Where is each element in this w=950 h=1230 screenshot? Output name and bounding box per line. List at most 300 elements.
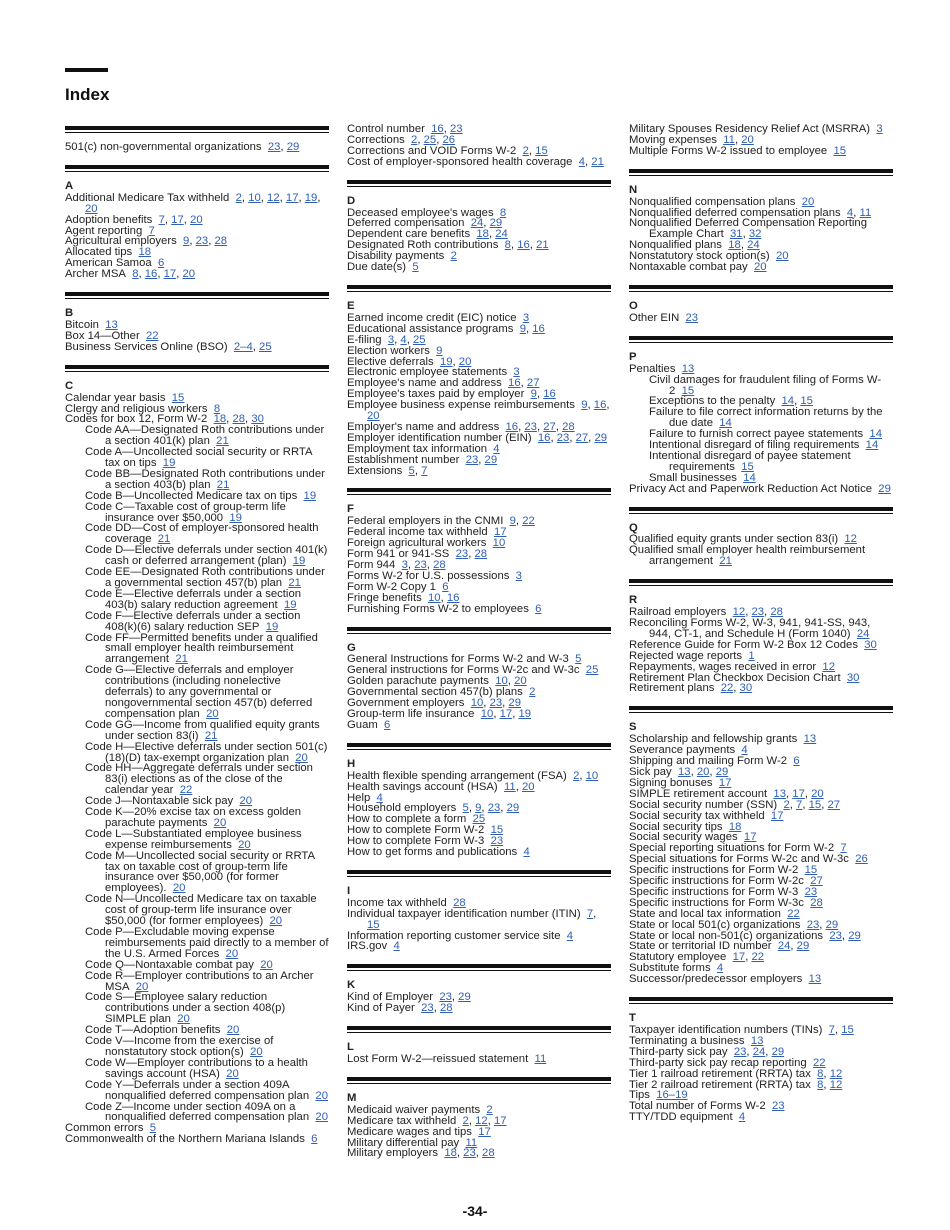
entry-text: Code T—Adoption benefits [85,1024,221,1037]
page-link[interactable]: 18 [444,1147,457,1160]
page-link[interactable]: 22 [751,951,765,964]
page-link[interactable]: 6 [311,1133,318,1146]
page-link[interactable]: 10 [585,769,599,782]
page-link[interactable]: 2 [486,1103,493,1116]
page-link[interactable]: 15 [490,824,504,837]
page-link[interactable]: 20 [172,882,186,895]
page-link[interactable]: 23 [489,697,503,710]
entry-text: How to complete a form [347,813,467,826]
page-link[interactable]: 23 [463,1147,476,1160]
page-link[interactable]: 1 [748,649,755,662]
index-entry: Control number 16, 23 [347,123,463,135]
page-link[interactable]: 20 [225,947,239,960]
page-link[interactable]: 8 [132,268,139,281]
page-link[interactable]: 29 [594,431,608,444]
page-link[interactable]: 19 [304,191,318,204]
page-link[interactable]: 23 [439,991,452,1004]
page-link[interactable]: 10 [492,537,506,550]
page-link[interactable]: 4 [523,846,530,859]
page-link[interactable]: 10 [480,707,494,720]
page-link[interactable]: 17 [285,191,299,204]
page-link[interactable]: 21 [536,239,549,252]
page-link[interactable]: 23 [733,1045,747,1058]
page-link[interactable]: 20 [811,787,824,800]
page-link[interactable]: 12 [844,533,857,546]
index-section-l [347,1026,611,1065]
page-link[interactable]: 6 [793,755,800,768]
page-link[interactable]: 3 [522,311,530,324]
page-link[interactable]: 20 [367,410,380,423]
section-letter: O [629,299,638,312]
page-link[interactable]: 23 [455,548,469,561]
page-link[interactable]: 16 [446,591,460,604]
page-link[interactable]: 14 [743,471,756,484]
page-link[interactable]: 4 [493,442,500,455]
page-link[interactable]: 9 [509,515,516,528]
page-link[interactable]: 19 [303,489,317,502]
page-link[interactable]: 4 [393,940,400,953]
page-link[interactable]: 6 [535,602,542,615]
page-link[interactable]: 2 [783,798,790,811]
page-link[interactable]: 30 [251,413,264,426]
index-section-o [629,285,893,324]
entry-text: Forms W-2 for U.S. possessions [347,569,510,582]
page-link[interactable]: 22 [146,329,159,342]
page-link[interactable]: 25 [423,133,437,146]
page-link[interactable]: 13 [750,1034,764,1047]
index-entry: Government employers 10, 23, 29 [347,697,521,710]
page-link[interactable]: 13 [773,787,786,800]
page-link[interactable]: 22 [720,682,734,695]
page-link[interactable]: 12 [829,1067,843,1080]
page-link[interactable]: 22 [179,784,193,797]
index-subentry [65,851,329,895]
page-link[interactable]: 15 [741,460,754,473]
page-link[interactable]: 6 [442,580,449,593]
entry-text: Retirement plans [629,682,715,695]
page-link[interactable]: 4 [566,929,574,942]
page-link[interactable]: 14 [865,439,879,452]
entry-text: Form 941 or 941-SS [347,548,450,561]
page-link[interactable]: 25 [585,664,599,677]
page-link[interactable]: 7 [158,213,165,226]
page-link[interactable]: 17 [163,268,177,281]
page-link[interactable]: 21 [157,533,171,546]
page-link[interactable]: 16–19 [656,1089,688,1102]
page-link[interactable]: 7 [796,798,803,811]
page-link[interactable]: 11 [723,133,735,146]
page-link[interactable]: 16 [508,377,521,390]
page-link[interactable]: 7 [421,464,428,477]
page-link[interactable]: 2 [411,133,418,146]
page-link[interactable]: 20 [85,202,98,215]
page-link[interactable]: 20 [315,1089,328,1102]
page-link[interactable]: 29 [715,765,729,778]
page-link[interactable]: 19 [518,707,532,720]
page-link[interactable]: 16 [517,239,530,252]
page-link[interactable]: 16 [144,268,158,281]
page-link[interactable]: 29 [878,482,891,495]
page-link[interactable]: 30 [864,638,877,651]
page-link[interactable]: 16 [543,388,556,401]
page-link[interactable]: 3 [401,559,408,571]
page-link[interactable]: 10 [248,191,261,204]
page-link[interactable]: 8 [499,206,507,219]
page-link[interactable]: 2 [235,191,242,204]
page-link[interactable]: 13 [808,973,822,986]
page-link[interactable]: 9 [530,388,537,401]
page-link[interactable]: 29 [796,940,810,953]
page-link[interactable]: 23 [806,918,820,931]
page-link[interactable]: 13 [803,733,817,746]
entry-text: Archer MSA [65,268,126,281]
page-link[interactable]: 7 [840,842,847,855]
page-link[interactable]: 9 [183,235,190,248]
page-link[interactable]: 19 [439,355,453,368]
entry-text: Code E—Elective deferrals under a section 403(b) salary reduction agreement [85,587,302,611]
page-link[interactable]: 23 [421,1002,434,1015]
page-link[interactable]: 19 [283,598,297,611]
page-link[interactable]: 15 [841,1024,854,1036]
page-link[interactable]: 20 [295,751,308,764]
page-link[interactable]: 25 [472,813,486,826]
page-link[interactable]: 16 [431,123,444,135]
page-link[interactable]: 23 [490,835,504,848]
index-entry [65,1134,329,1145]
page-link[interactable]: 23 [556,431,570,444]
page-link[interactable]: 18 [728,239,741,252]
page-link[interactable]: 4 [716,962,724,975]
page-link[interactable]: 14 [781,395,795,408]
page-link[interactable]: 15 [833,144,847,157]
page-link[interactable]: 21 [216,435,229,448]
page-link[interactable]: 20 [238,838,251,851]
index-entry: Federal employers in the CNMI 9, 22 [347,515,535,528]
page-link[interactable]: 2 [529,686,536,699]
page-link[interactable]: 4 [741,744,748,757]
page-link[interactable]: 8 [213,402,221,415]
section-letter: A [65,179,74,192]
page-link[interactable]: 19 [265,620,279,633]
page-link[interactable]: 29 [458,991,471,1004]
page-link[interactable]: 20 [514,675,527,688]
entry-text: Social security number (SSN) [629,798,778,811]
page-link[interactable]: 20 [741,133,754,146]
section-divider [347,180,611,187]
page-link[interactable]: 10 [428,591,441,604]
index-entry: Tier 1 railroad retirement (RRTA) tax 8, 12 [629,1067,843,1080]
page-link[interactable]: 24 [777,940,791,953]
index-entry: Employee's name and address 16, 27 [347,377,540,390]
page-link[interactable]: 28 [214,235,228,248]
page-link[interactable]: 20 [260,958,273,971]
page-link[interactable]: 27 [526,377,540,390]
page-link[interactable]: 20 [315,1111,328,1124]
page-link[interactable]: 5 [575,653,582,666]
page-link[interactable]: 15 [367,918,380,931]
page-link[interactable]: 15 [681,384,695,397]
page-link[interactable]: 11 [534,1053,547,1065]
page-link[interactable]: 29 [825,918,839,931]
entry-text: Help [347,791,371,804]
entry-text: Business Services Online (BSO) [65,340,228,353]
page-link[interactable]: 17 [718,776,732,789]
page-link[interactable]: 30 [739,682,753,695]
entry-text: Military Spouses Residency Relief Act (MSRRA) [629,123,871,135]
entry-text: SIMPLE retirement account [629,787,768,800]
entry-text: Code K—20% excise tax on excess golden parachute payments [85,806,302,829]
page-link[interactable]: 21 [216,478,230,491]
page-link[interactable]: 29 [508,697,521,710]
page-link[interactable]: 13 [681,362,695,375]
page-link[interactable]: 11 [503,780,516,793]
page-link[interactable]: 17 [743,831,757,844]
page-link[interactable]: 17 [732,951,746,964]
page-link[interactable]: 16 [537,431,551,444]
page-link[interactable]: 7 [828,1024,835,1036]
page-link[interactable]: 18 [213,413,227,426]
page-link[interactable]: 17 [493,1114,507,1127]
page-link[interactable]: 16 [505,420,519,433]
page-link[interactable]: 25 [259,340,272,353]
page-link[interactable]: 20 [213,816,227,829]
page-link[interactable]: 30 [846,671,860,684]
page-link[interactable]: 17 [171,213,184,226]
section-divider [65,165,329,172]
page-link[interactable]: 22 [787,907,800,920]
page-link[interactable]: 27 [575,431,589,444]
page-link[interactable]: 2–4 [233,340,253,353]
page-link[interactable]: 28 [482,1147,495,1160]
page-link[interactable]: 20 [135,980,149,993]
page-link[interactable]: 12 [267,191,280,204]
page-link[interactable]: 10 [470,697,484,710]
page-link[interactable]: 23 [414,559,427,571]
page-link[interactable]: 24 [747,239,760,252]
page-link[interactable]: 9 [436,344,443,357]
page-link[interactable]: 17 [792,787,805,800]
page-link[interactable]: 12 [822,660,835,673]
page-link[interactable]: 29 [771,1045,785,1058]
page-link[interactable]: 15 [535,144,548,157]
entry-text: Special situations for Forms W-2c and W-3c [629,853,849,866]
page-link[interactable]: 8 [817,1078,824,1091]
page-link[interactable]: 17 [770,809,784,822]
page-link[interactable]: 21 [288,577,301,589]
page-link[interactable]: 5 [149,1122,157,1135]
page-link[interactable]: 6 [384,718,391,731]
entry-text: Elective deferrals [347,355,434,368]
page-link[interactable]: 2 [522,144,529,157]
page-link[interactable]: 32 [748,228,762,241]
index-entry [629,146,893,157]
page-link[interactable]: 13 [105,318,118,331]
page-link[interactable]: 28 [433,559,446,571]
page-link[interactable]: 6 [157,257,165,270]
page-link[interactable]: 24 [470,217,484,230]
page-link[interactable]: 10 [495,675,508,688]
page-link[interactable]: 12 [475,1114,488,1127]
page-link[interactable]: 4 [400,333,407,346]
page-link[interactable]: 23 [771,1100,785,1113]
page-link[interactable]: 22 [812,1056,826,1069]
page-link[interactable]: 23 [267,141,281,153]
page-link[interactable]: 15 [808,798,822,811]
entry-text: Allocated tips [65,246,133,259]
page-link[interactable]: 28 [770,606,783,619]
page-link[interactable]: 20 [226,1067,239,1080]
page-link[interactable]: 2 [462,1114,469,1127]
page-link[interactable]: 23 [487,802,501,815]
page-link[interactable]: 24 [856,627,870,640]
entry-text: Employer identification number (EIN) [347,431,532,444]
page-link[interactable]: 26 [855,853,868,866]
page-link[interactable]: 20 [182,268,196,281]
page-link[interactable]: 18 [476,228,489,241]
index-section-e [347,285,611,477]
page-link[interactable]: 27 [543,420,556,433]
entry-text: Penalties [629,362,676,375]
page-link[interactable]: 14 [719,417,732,430]
page-link[interactable]: 27 [810,875,823,888]
page-link[interactable]: 11 [465,1136,478,1149]
page-link[interactable]: 17 [493,526,507,539]
page-link[interactable]: 23 [804,885,818,898]
page-link[interactable]: 15 [804,864,818,877]
page-link[interactable]: 8 [817,1067,824,1080]
page-link[interactable]: 4 [376,791,383,804]
page-link[interactable]: 28 [453,896,466,909]
entry-text: Kind of Employer [347,991,434,1004]
page-link[interactable]: 4 [738,1111,746,1124]
page-link[interactable]: 2 [573,769,580,782]
page-link[interactable]: 21 [591,155,604,168]
page-link[interactable]: 28 [810,896,823,909]
page-link[interactable]: 28 [562,420,575,433]
page-link[interactable]: 20 [190,213,203,226]
page-link[interactable]: 8 [504,239,511,252]
page-link[interactable]: 29 [489,217,503,230]
page-link[interactable]: 23 [524,420,537,433]
page-link[interactable]: 20 [458,355,472,368]
page-link[interactable]: 9 [519,322,526,335]
page-link[interactable]: 20 [753,261,767,274]
page-link[interactable]: 19 [229,511,242,524]
page-link[interactable]: 20 [775,250,789,263]
page-link[interactable]: 27 [827,798,841,811]
page-link[interactable]: 12 [732,606,746,619]
page-link[interactable]: 3 [513,366,520,379]
page-link[interactable]: 9 [475,802,482,815]
page-link[interactable]: 7 [148,224,155,237]
section-letter: K [347,979,356,992]
entry-text: Tips [629,1089,650,1102]
entry-text: Household employers [347,802,457,815]
page-link[interactable]: 13 [677,765,691,778]
page-link[interactable]: 14 [869,428,882,441]
page-link[interactable]: 2 [450,250,457,263]
page-link[interactable]: 28 [232,413,246,426]
page-link[interactable]: 28 [439,1002,453,1015]
index-entry [629,262,893,273]
entry-text: Statutory employee [629,951,727,964]
page-link[interactable]: 21 [175,653,188,666]
page-link[interactable]: 22 [522,515,535,528]
page-link[interactable]: 19 [292,555,306,568]
page-link[interactable]: 5 [408,464,415,477]
page-link[interactable]: 3 [876,123,883,135]
page-link[interactable]: 20 [522,780,535,793]
entry-text: Sick pay [629,765,672,778]
page-link[interactable]: 20 [206,707,219,720]
page-link[interactable]: 28 [474,548,488,561]
page-link[interactable]: 4 [846,206,854,219]
page-link[interactable]: 18 [728,820,742,833]
page-link[interactable]: 3 [387,333,395,346]
index-section-i [347,870,611,952]
page-link[interactable]: 24 [495,228,508,241]
page-link[interactable]: 17 [499,707,513,720]
page-link[interactable]: 31 [730,228,743,241]
page-link[interactable]: 11 [859,206,872,219]
page-link[interactable]: 17 [478,1125,491,1138]
page-link[interactable]: 21 [204,729,218,742]
page-link[interactable]: 9 [581,399,588,412]
entry-text: Code B—Uncollected Medicare tax on tips [85,489,298,502]
page-link[interactable]: 21 [719,555,732,568]
page-link[interactable]: 26 [442,133,456,146]
page-link[interactable]: 29 [506,802,520,815]
section-divider [65,126,329,133]
page-link[interactable]: 16 [532,322,545,335]
page-link[interactable]: 15 [171,391,185,404]
page-link[interactable]: 4 [578,155,586,168]
page-link[interactable]: 20 [269,915,283,928]
page-link[interactable]: 12 [829,1078,843,1091]
page-link[interactable]: 23 [450,123,463,135]
page-link[interactable]: 5 [462,802,469,815]
page-link[interactable]: 19 [162,457,176,470]
page-link[interactable]: 18 [138,246,152,259]
entry-text: Tier 1 railroad retirement (RRTA) tax [629,1067,811,1080]
index-entry: Employee business expense reimbursements 9, 16, 20 [347,399,610,423]
page-link[interactable]: 3 [515,569,522,582]
page-link[interactable]: 16 [593,399,607,412]
page-link[interactable]: 20 [801,195,815,208]
page-link[interactable]: 23 [751,606,765,619]
page-link[interactable]: 25 [412,333,426,346]
page-link[interactable]: 23 [829,929,842,942]
entry-text: Reference Guide for Form W-2 Box 12 Codes [629,638,858,651]
page-link[interactable]: 20 [250,1045,263,1058]
page-link[interactable]: 29 [484,453,498,466]
page-link[interactable]: 20 [239,795,253,808]
page-link[interactable]: 20 [177,1013,190,1026]
page-link[interactable]: 23 [685,311,699,324]
page-link[interactable]: 7 [586,907,594,920]
page-link[interactable]: 15 [800,395,813,408]
page-link[interactable]: 20 [696,765,710,778]
page-link[interactable]: 23 [465,453,479,466]
entry-text: Health savings account (HSA) [347,780,498,793]
page-link[interactable]: 20 [226,1024,240,1037]
page-link[interactable]: 5 [412,261,419,274]
page-link[interactable]: 29 [286,141,300,153]
page-link[interactable]: 29 [848,929,861,942]
entry-text: Social security tips [629,820,723,833]
page-link[interactable]: 24 [752,1045,766,1058]
page-link[interactable]: 23 [195,235,209,248]
